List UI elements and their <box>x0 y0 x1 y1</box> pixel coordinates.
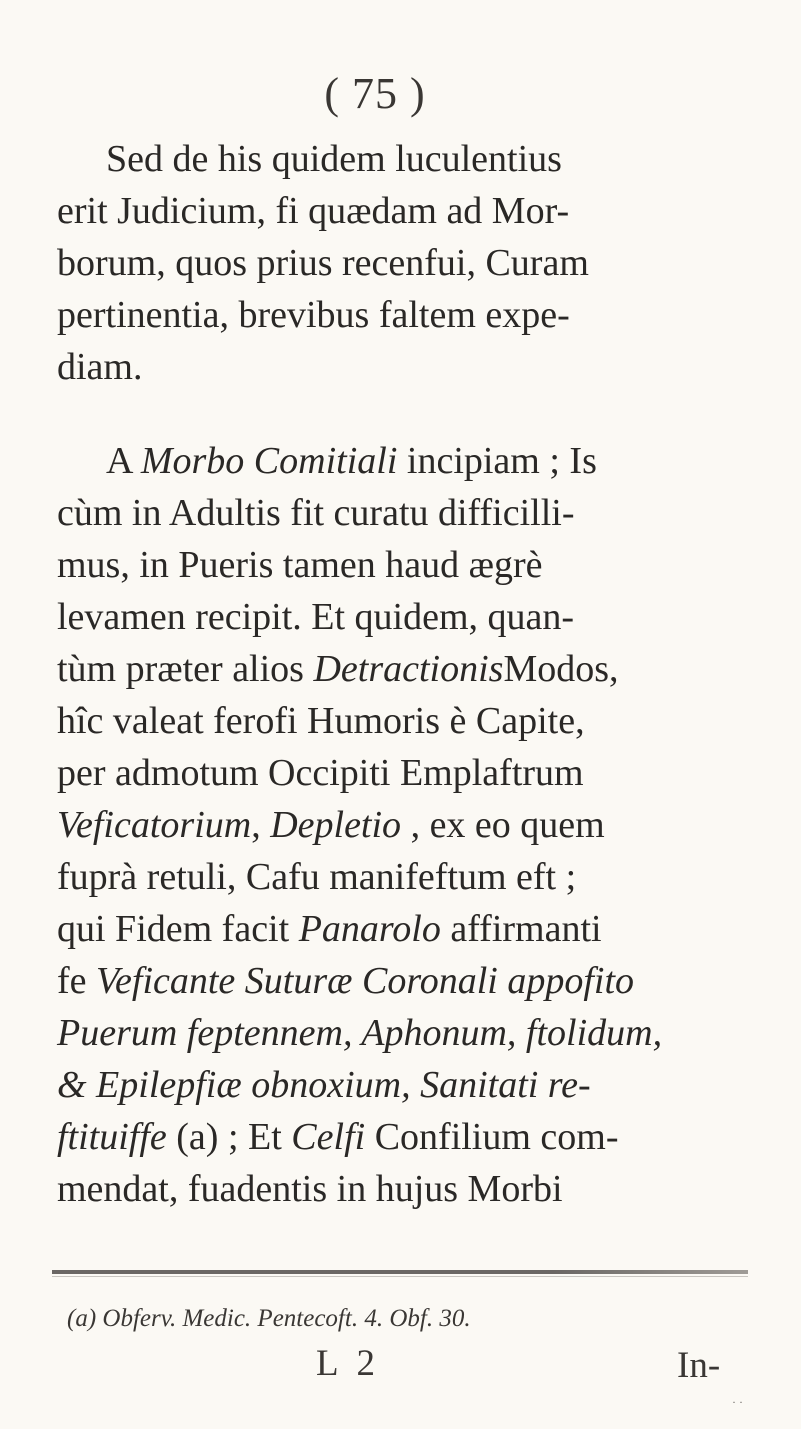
line-1-prefix: A <box>106 440 141 482</box>
paragraph-2-line-10 <box>57 910 602 948</box>
paragraph-2-line-11 <box>57 962 634 1000</box>
veficante-phrase-italic: Veficante Suturæ Coronali appofito <box>96 960 635 1002</box>
paragraph-2-line-6: hîc valeat ferofi Humoris è Capite, <box>57 700 585 742</box>
panarolo-italic: Panarolo <box>298 908 441 950</box>
paragraph-1-line-5: diam. <box>57 346 143 388</box>
line-10-prefix: qui Fidem facit <box>57 908 299 950</box>
paragraph-2-line-13: & Epilepfiæ obnoxium, Sanitati re- <box>57 1064 591 1106</box>
line-8-suffix: , ex eo quem <box>401 804 605 846</box>
paragraph-2-line-4: levamen recipit. Et quidem, quan- <box>57 596 575 638</box>
catchword: In- <box>677 1345 721 1386</box>
signature-mark: L 2 <box>316 1343 380 1384</box>
paragraph-1-line-3: borum, quos prius recenfui, Curam <box>57 242 589 284</box>
paragraph-2-line-2: cùm in Adultis fit curatu difficilli- <box>57 492 575 534</box>
paragraph-1-line-1: Sed de his quidem luculentius <box>106 138 562 180</box>
footnote-rule <box>52 1270 748 1274</box>
veficatorium-italic: Veficatorium <box>57 804 252 846</box>
detractionis-italic: Detractionis <box>313 648 504 690</box>
line-11-prefix: fe <box>57 960 97 1002</box>
footnote: (a) Obferv. Medic. Pentecoft. 4. Obf. 30. <box>67 1305 471 1332</box>
paragraph-2-line-14 <box>57 1118 619 1156</box>
paragraph-1-line-4: pertinentia, brevibus faltem expe- <box>57 294 570 336</box>
line-5-suffix: Modos, <box>503 648 619 690</box>
footnote-rule-shadow <box>52 1276 748 1277</box>
paper-speck: · · <box>732 1395 743 1409</box>
line-1-suffix: incipiam ; Is <box>397 440 597 482</box>
line-8-separator: , <box>251 804 271 846</box>
paragraph-1-line-2: erit Judicium, fi quædam ad Mor- <box>57 190 570 232</box>
paragraph-2-line-7: per admotum Occipiti Emplaftrum <box>57 752 584 794</box>
paragraph-2-line-1 <box>106 442 597 480</box>
paragraph-2-line-3: mus, in Pueris tamen haud ægrè <box>57 544 543 586</box>
line-10-suffix: affirmanti <box>440 908 602 950</box>
depletio-italic: Depletio <box>270 804 402 846</box>
paragraph-2-line-15: mendat, fuadentis in hujus Morbi <box>57 1168 563 1210</box>
line-5-prefix: tùm præter alios <box>57 648 314 690</box>
morbo-comitiali-italic: Morbo Comitiali <box>140 440 398 482</box>
paragraph-2-line-8 <box>57 806 605 844</box>
paragraph-2-line-9: fuprà retuli, Cafu manifeftum eft ; <box>57 856 577 898</box>
footnote-reference: (a) ; Et <box>166 1116 292 1158</box>
page-number: ( 75 ) <box>324 69 426 118</box>
celfi-italic: Celfi <box>291 1116 366 1158</box>
paragraph-2-line-5 <box>57 650 619 688</box>
ftituiffe-italic: ftituiffe <box>57 1116 167 1158</box>
paragraph-2-line-12: Puerum feptennem, Aphonum, ftolidum, <box>57 1012 663 1054</box>
line-14-suffix: Confilium com- <box>365 1116 619 1158</box>
